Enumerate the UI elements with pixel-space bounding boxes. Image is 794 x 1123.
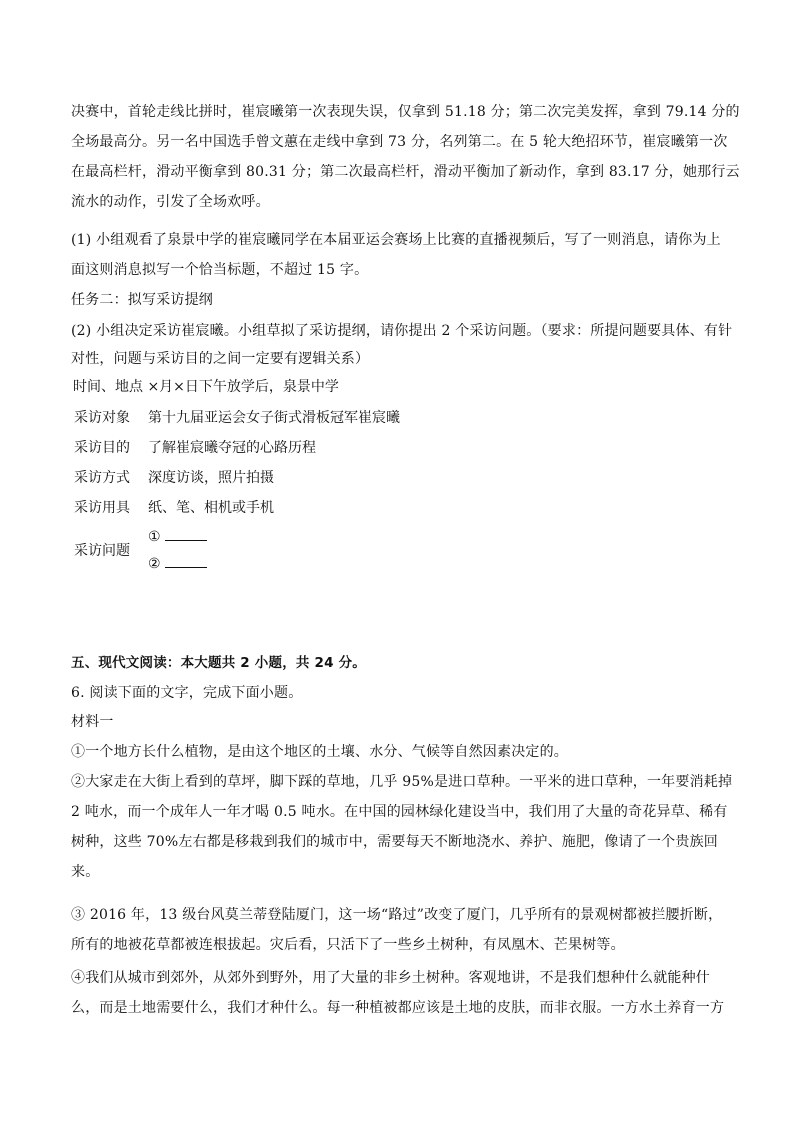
- outline-label: 采访目的: [74, 440, 130, 456]
- question-2-line: (2) 小组决定采访崔宸曦。小组草拟了采访提纲，请你提出 2 个采访问题。（要求：所提问题要具体、有针: [71, 323, 733, 339]
- outline-value: 纸、笔、相机或手机: [148, 500, 274, 516]
- intro-line: 决赛中，首轮走线比拼时，崔宸曦第一次表现失误，仅拿到 51.18 分；第二次完美发挥，拿到 79.14 分的: [71, 104, 740, 120]
- q6-prompt: 6. 阅读下面的文字，完成下面小题。: [71, 685, 303, 701]
- material-paragraph: ③ 2016 年，13 级台风莫兰蒂登陆厦门，这一场“路过”改变了厦门，几乎所有的景观树都被拦腰折断，: [71, 907, 723, 923]
- material-paragraph: 来。: [71, 864, 100, 880]
- outline-value: 了解崔宸曦夺冠的心路历程: [148, 440, 316, 456]
- outline-label: 采访方式: [74, 470, 130, 486]
- answer-marker: ①: [148, 529, 161, 545]
- intro-line: 在最高栏杆，滑动平衡拿到 80.31 分；第二次最高栏杆，滑动平衡加了新动作，拿到 83.17 分，她那行云: [71, 164, 740, 180]
- outline-label: 采访用具: [74, 500, 130, 516]
- material-paragraph: ①一个地方长什么植物，是由这个地区的土壤、水分、气候等自然因素决定的。: [71, 744, 568, 760]
- intro-line: 流水的动作，引发了全场欢呼。: [71, 194, 270, 210]
- section-heading: 五、现代文阅读：本大题共 2 小题，共 24 分。: [71, 655, 366, 671]
- outline-questions-label: 采访问题: [74, 543, 130, 559]
- outline-time-place: 时间、地点 ×月×日下午放学后，泉景中学: [73, 379, 339, 395]
- answer-blank-2[interactable]: [148, 553, 207, 575]
- material-paragraph: ②大家走在大街上看到的草坪，脚下踩的草地，几乎 95%是进口草种。一平米的进口草种，一年要消耗掉: [71, 774, 733, 790]
- material-paragraph: 所有的地被花草都被连根拔起。灾后看，只活下了一些乡土树种，有凤凰木、芒果树等。: [71, 937, 625, 953]
- material-paragraph: ④我们从城市到郊外，从郊外到野外，用了大量的非乡土树种。客观地讲，不是我们想种什么就能种什: [71, 970, 710, 986]
- task-2-title: 任务二：拟写采访提纲: [71, 292, 213, 308]
- question-2-line: 对性，问题与采访目的之间一定要有逻辑关系）: [71, 351, 370, 367]
- answer-marker: ②: [148, 556, 161, 572]
- question-1-line: 面这则消息拟写一个恰当标题，不超过 15 字。: [71, 262, 369, 278]
- intro-line: 全场最高分。另一名中国选手曾文蕙在走线中拿到 73 分，名列第二。在 5 轮大绝招环节，崔宸曦第一次: [71, 134, 728, 150]
- outline-label: 采访对象: [74, 410, 130, 426]
- outline-value: 深度访谈，照片拍摄: [148, 470, 274, 486]
- answer-blank-1[interactable]: [148, 526, 207, 548]
- material-title: 材料一: [71, 714, 114, 730]
- outline-value: 第十九届亚运会女子街式滑板冠军崔宸曦: [148, 410, 400, 426]
- material-paragraph: 2 吨水，而一个成年人一年才喝 0.5 吨水。在中国的园林绿化建设当中，我们用了大量的奇花异草、稀有: [71, 804, 728, 820]
- material-paragraph: 树种，这些 70%左右都是移栽到我们的城市中，需要每天不断地浇水、养护、施肥，像请了一个贵族回: [71, 834, 718, 850]
- question-1-line: (1) 小组观看了泉景中学的崔宸曦同学在本届亚运会赛场上比赛的直播视频后，写了一则消息，请你为上: [71, 232, 721, 248]
- answer-underline: [165, 553, 207, 568]
- material-paragraph: 么，而是土地需要什么，我们才种什么。每一种植被都应该是土地的皮肤，而非衣服。一方水土养育一方: [71, 1000, 725, 1016]
- answer-underline: [165, 526, 207, 541]
